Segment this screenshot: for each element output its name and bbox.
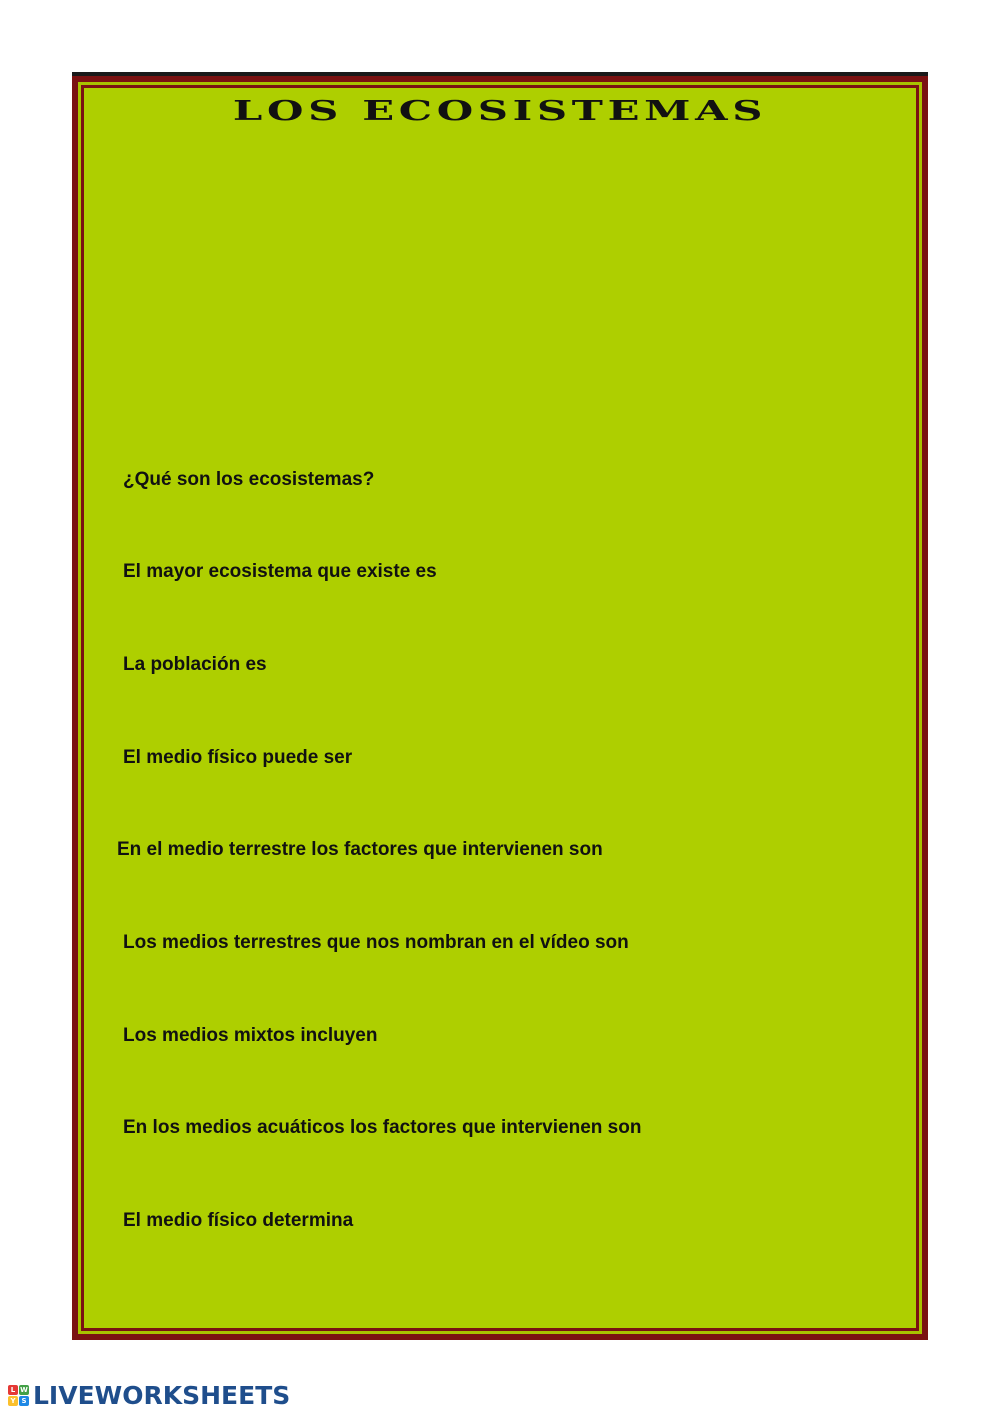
worksheet-title: LOS ECOSISTEMAS <box>232 96 768 127</box>
question-1: ¿Qué son los ecosistemas? <box>123 469 375 490</box>
question-8: En los medios acuáticos los factores que intervienen son <box>123 1117 642 1138</box>
frame-inner-line <box>78 82 922 1334</box>
frame-inner-red <box>81 85 919 1331</box>
liveworksheets-logo-icon <box>8 1385 29 1406</box>
question-9: El medio físico determina <box>123 1210 354 1231</box>
question-7: Los medios mixtos incluyen <box>123 1025 378 1046</box>
question-2: El mayor ecosistema que existe es <box>123 561 437 582</box>
logo-cell-3: Y <box>8 1396 18 1406</box>
logo-cell-4: S <box>19 1396 29 1406</box>
liveworksheets-brand[interactable]: LIVEWORKSHEETS <box>33 1380 291 1410</box>
logo-cell-1: L <box>8 1385 18 1395</box>
question-4: El medio físico puede ser <box>123 747 353 768</box>
question-6: Los medios terrestres que nos nombran en el vídeo son <box>123 932 629 953</box>
worksheet-frame <box>72 72 928 1340</box>
question-3: La población es <box>123 654 267 675</box>
question-5: En el medio terrestre los factores que intervienen son <box>117 839 603 860</box>
worksheet-sheet <box>84 88 916 1328</box>
logo-cell-2: W <box>20 1385 28 1394</box>
liveworksheets-footer[interactable] <box>8 1380 290 1410</box>
